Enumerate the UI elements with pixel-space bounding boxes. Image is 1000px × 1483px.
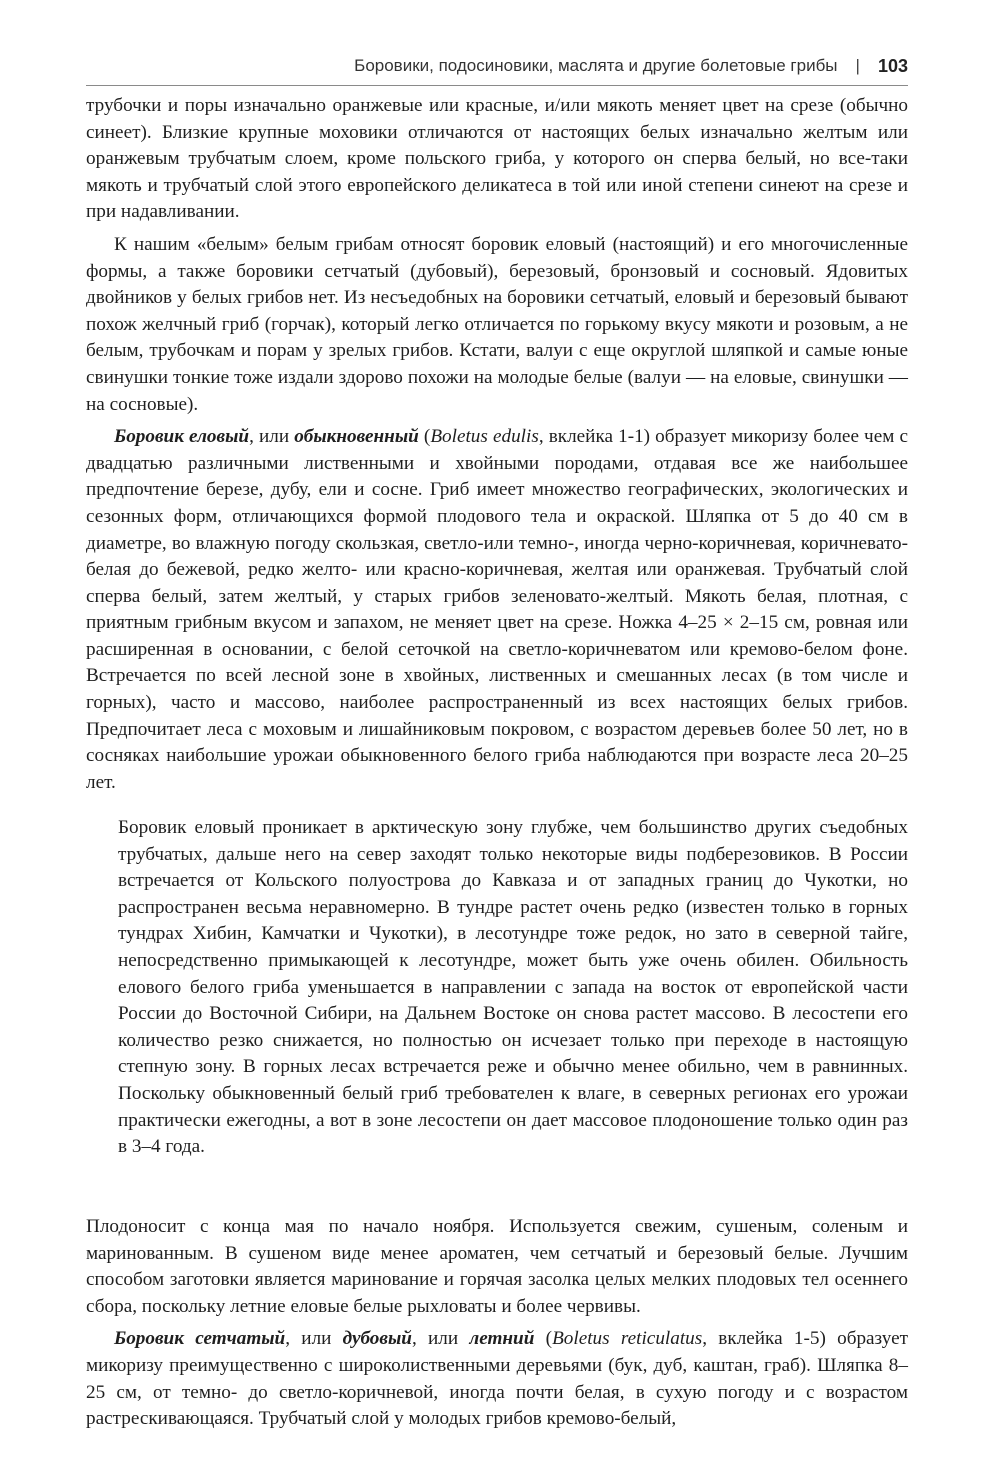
paragraph-boletus-reticulatus: [86, 1326, 908, 1432]
main-text-bottom: [86, 1214, 908, 1439]
species-description: , вклейка 1-1) образует микоризу более чем с двадцатью различными лиственными и хвойными породами, отдавая все же наибольшее предпочтение березе, дубу, ели и сосне. Гриб имеет множество географических, экологических и сезонных форм, отличающихся формой плодового тела и окраской. Шляпка от 5 до 40 см в диаметре, во влажную погоду скользкая, светло-или темно-, иногда черно-коричневая, коричневато-белая до бежевой, редко желто- или красно-коричневая, желтая или оранжевая. Трубчатый слой сперва белый, затем желтый, у старых грибов зеленовато-желтый. Мякоть белая, плотная, с приятным грибным вкусом и запахом, не меняет цвет на срезе. Ножка 4–25 × 2–15 см, ровная или расширенная в основании, с белой сеточкой на светло-коричневатом или кремово-белом фоне. Встречается по всей лесной зоне в хвойных, лиственных и смешанных лесах (в том числе и горных), часто и массово, наиболее распространенный из всех настоящих белых грибов. Предпочитает леса с моховым и лишайниковым покровом, с возрастом деревьев более 50 лет, но в сосняках наибольшие урожаи обыкновенного белого гриба наблюдаются при возрасте леса 20–25 лет.: [86, 426, 908, 793]
paren-text: (: [418, 426, 431, 448]
connector-text: , или: [285, 1328, 343, 1350]
species-name-bold: Боровик еловый: [114, 426, 250, 448]
running-title: Боровики, подосиновики, маслята и другие болетовые грибы: [354, 56, 838, 75]
inset-note-text: Боровик еловый проникает в арктическую зону глубже, чем большинство других съедобных трубчатых, дальше него на север заходят только некоторые виды подберезовиков. В России встречается от Кольского полуострова до Кавказа и от западных границ до Чукотки, но распространен весьма неравномерно. В тундре растет очень редко (известен только в горных тундрах Хибин, Камчатки и Чукотки), в лесотундре тоже редок, но зато в северной тайге, непосредственно примыкающей к лесотундре, может быть уже очень обилен. Обильность елового белого гриба уменьшается в направлении с запада на восток от европейской части России до Восточной Сибири, на Дальнем Востоке он снова растет массово. В лесостепи его количество резко снижается, но полностью он исчезает только при переходе в настоящую степную зону. В горных лесах встречается реже и обычно менее обильно, чем в равнинных. Поскольку обыкновенный белый гриб требователен к влаге, в северных регионах его урожаи практически ежегодны, а вот в зоне лесостепи он дает массовое плодоношение только один раз в 3–4 года.: [118, 817, 908, 1158]
latin-name: Boletus reticulatus: [552, 1328, 703, 1350]
main-text-top: [86, 93, 908, 802]
header-rule: [86, 85, 908, 86]
species-alt-name-bold: летний: [469, 1328, 535, 1350]
paragraph-boletus-edulis: [86, 424, 908, 796]
paragraph-white-mushrooms-intro: К нашим «белым» белым грибам относят боровик еловый (настоящий) и его многочисленные формы, а также боровики сетчатый (дубовый), березовый, бронзовый и сосновый. Ядовитых двойников у белых грибов нет. Из несъедобных на боровики сетчатый, еловый и березовый бывают похож желчный гриб (горчак), который легко отличается по горькому вкусу мякоти и розовым, а не белым, трубочкам и порам у зрелых грибов. Кстати, валуи с еще округлой шляпкой и самые юные свинушки тонкие тоже издали здорово похожи на молодые белые (валуи — на еловые, свинушки — на сосновые).: [86, 233, 908, 415]
page-number: 103: [877, 55, 908, 76]
species-alt-name-bold: дубовый: [342, 1328, 412, 1350]
header-separator: |: [855, 56, 860, 75]
species-alt-name-bold: обыкновенный: [294, 426, 419, 448]
connector-text: , или: [411, 1328, 470, 1350]
running-header: [86, 52, 908, 80]
species-name-bold: Боровик сетчатый: [114, 1328, 286, 1350]
paragraph-fruiting: Плодоносит с конца мая по начало ноября. Используется свежим, сушеным, соленым и маринованным. В сушеном виде менее ароматен, чем сетчатый и березовый белые. Лучшим способом заготовки является маринование и горячая засолка целых мелких плодовых тел осеннего сбора, поскольку летние еловые белые рыхловаты и более червивы.: [86, 1216, 908, 1317]
inset-note: [118, 815, 908, 1161]
paragraph-continued: трубочки и поры изначально оранжевые или красные, и/или мякоть меняет цвет на срезе (обычно синеет). Близкие крупные моховики отличаются от настоящих белых изначально желтым или оранжевым трубчатым слоем, кроме польского гриба, у которого он сперва белый, но все-таки мякоть и трубчатый слой этого европейского деликатеса в той или иной степени синеют на срезе и при надавливании.: [86, 95, 908, 223]
connector-text: , или: [249, 426, 295, 448]
species-description: , вклейка 1-5) образует микоризу преимущественно с широколиственными деревьями (бук, дуб, каштан, граб). Шляпка 8–25 см, от темно- до светло-коричневой, иногда почти белая, в сухую погоду и с возрастом растрескивающаяся. Трубчатый слой у молодых грибов кремово-белый,: [86, 1328, 908, 1430]
latin-name: Boletus edulis: [430, 426, 539, 448]
paren-text: (: [534, 1328, 553, 1350]
